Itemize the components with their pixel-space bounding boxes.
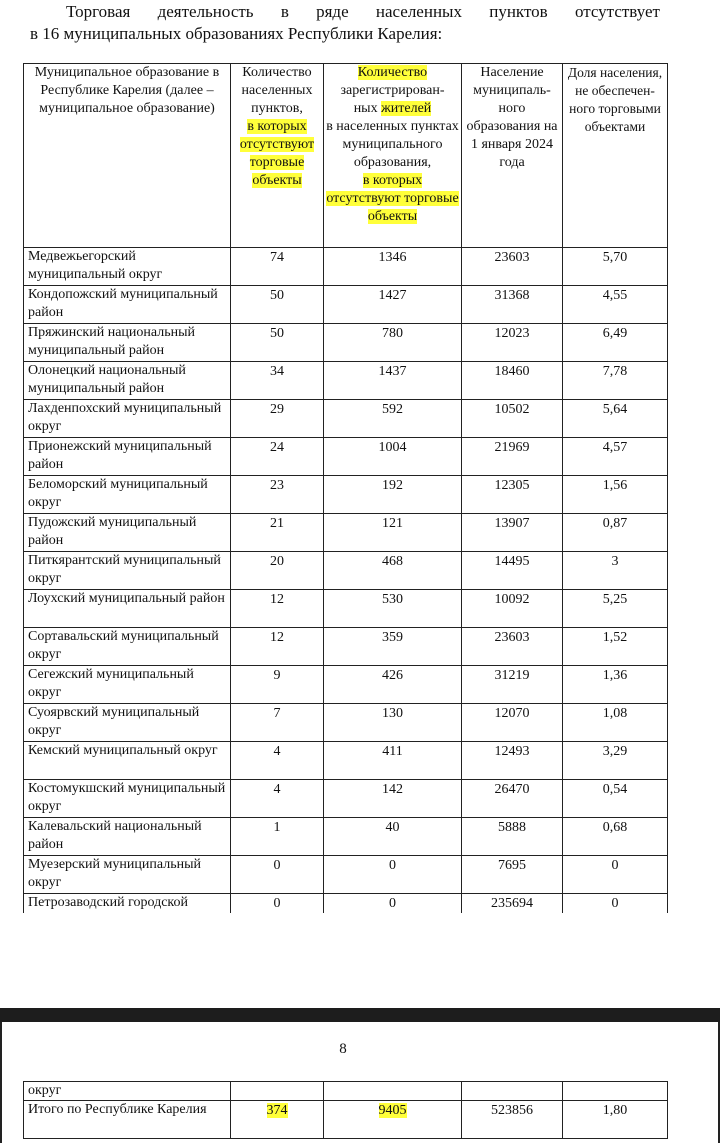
row-residents: 142: [324, 780, 462, 818]
row-name: Костомукшский муниципальный округ: [24, 780, 231, 818]
row-settlements: 29: [231, 400, 324, 438]
row-name: Кемский муниципальный округ: [24, 742, 231, 780]
row-name: Беломорский муниципальный округ: [24, 476, 231, 514]
table-row-last: [24, 894, 668, 914]
row-name: Суоярвский муниципальный округ: [24, 704, 231, 742]
page-separator-band: [0, 1008, 720, 1022]
row-residents: 1437: [324, 362, 462, 400]
row-settlements: 0: [231, 894, 324, 914]
row-share: 3,29: [563, 742, 668, 780]
row-share: 1,56: [563, 476, 668, 514]
row-share: 0: [563, 856, 668, 894]
table-row: [24, 742, 668, 780]
table-row: [24, 856, 668, 894]
row-settlements: 12: [231, 628, 324, 666]
row-residents: 1427: [324, 286, 462, 324]
table-row: [24, 248, 668, 286]
table-row: [24, 704, 668, 742]
row-population: 5888: [462, 818, 563, 856]
row-name: Калевальский национальный район: [24, 818, 231, 856]
header-share: Доля населения, не обеспечен-ного торговыми объектами: [563, 64, 668, 248]
row-residents: 0: [324, 856, 462, 894]
row-population: 12070: [462, 704, 563, 742]
table-row: [24, 628, 668, 666]
empty-cell: [231, 1082, 324, 1101]
row-residents: 0: [324, 894, 462, 914]
row-population: 12023: [462, 324, 563, 362]
row-name: Прионежский муниципальный район: [24, 438, 231, 476]
row-population: 18460: [462, 362, 563, 400]
row-settlements: 9: [231, 666, 324, 704]
trade-absence-table: [23, 63, 668, 913]
page-number: 8: [339, 1041, 347, 1057]
table-row: [24, 324, 668, 362]
table-header-row: [24, 64, 668, 248]
total-share: 1,80: [563, 1101, 668, 1139]
row-residents: 40: [324, 818, 462, 856]
row-population: 23603: [462, 628, 563, 666]
row-population: 14495: [462, 552, 563, 590]
row-population: 7695: [462, 856, 563, 894]
row-share: 5,64: [563, 400, 668, 438]
total-name: Итого по Республике Карелия: [24, 1101, 231, 1139]
row-name: Пряжинский национальный муниципальный район: [24, 324, 231, 362]
row-population: 235694: [462, 894, 563, 914]
row-residents: 530: [324, 590, 462, 628]
intro-line-2: в 16 муниципальных образованиях Республики Карелия:: [30, 24, 443, 43]
row-share: 0,68: [563, 818, 668, 856]
row-name: Лоухский муниципальный район: [24, 590, 231, 628]
row-name: Питкярантский муниципальный округ: [24, 552, 231, 590]
row-residents: 592: [324, 400, 462, 438]
table-row-total: [24, 1101, 668, 1139]
row-residents: 780: [324, 324, 462, 362]
row-settlements: 4: [231, 742, 324, 780]
intro-paragraph: [30, 1, 660, 45]
row-share: 1,36: [563, 666, 668, 704]
table-row: [24, 286, 668, 324]
row-settlements: 20: [231, 552, 324, 590]
row-residents: 468: [324, 552, 462, 590]
row-share: 5,25: [563, 590, 668, 628]
table-row: [24, 514, 668, 552]
total-population: 523856: [462, 1101, 563, 1139]
header-municipality: Муниципальное образование в Республике Карелия (далее – муниципальное образование): [24, 64, 231, 248]
row-settlements: 74: [231, 248, 324, 286]
total-settlements: 374: [231, 1101, 324, 1139]
row-name: Пудожский муниципальный район: [24, 514, 231, 552]
row-population: 12493: [462, 742, 563, 780]
row-residents: 359: [324, 628, 462, 666]
row-name: Сортавальский муниципальный округ: [24, 628, 231, 666]
row-settlements: 0: [231, 856, 324, 894]
table-row: [24, 818, 668, 856]
row-share: 1,52: [563, 628, 668, 666]
intro-line-1: Торговая деятельность в ряде населенных пунктов отсутствует: [66, 2, 660, 21]
table-row: [24, 780, 668, 818]
empty-cell: [324, 1082, 462, 1101]
table-row: [24, 476, 668, 514]
table-row-continuation: [24, 1082, 668, 1101]
row-residents: 1346: [324, 248, 462, 286]
row-settlements: 1: [231, 818, 324, 856]
row-population: 21969: [462, 438, 563, 476]
row-settlements: 7: [231, 704, 324, 742]
row-settlements: 34: [231, 362, 324, 400]
row-residents: 411: [324, 742, 462, 780]
table-row: [24, 552, 668, 590]
row-name: Медвежьегорский муниципальный округ: [24, 248, 231, 286]
row-population: 31219: [462, 666, 563, 704]
table-row: [24, 666, 668, 704]
row-name: Петрозаводский городской: [24, 894, 231, 914]
row-name: Муезерский муниципальный округ: [24, 856, 231, 894]
row-share: 0,54: [563, 780, 668, 818]
row-population: 10092: [462, 590, 563, 628]
total-residents: 9405: [324, 1101, 462, 1139]
row-population: 10502: [462, 400, 563, 438]
table-body: [24, 248, 668, 894]
empty-cell: [563, 1082, 668, 1101]
row-residents: 121: [324, 514, 462, 552]
row-name: округ: [24, 1082, 231, 1101]
row-name: Сегежский муниципальный округ: [24, 666, 231, 704]
header-population: Население муниципаль-ного образования на 1 января 2024 года: [462, 64, 563, 248]
row-settlements: 24: [231, 438, 324, 476]
row-residents: 1004: [324, 438, 462, 476]
row-settlements: 21: [231, 514, 324, 552]
row-population: 23603: [462, 248, 563, 286]
row-share: 4,57: [563, 438, 668, 476]
row-residents: 426: [324, 666, 462, 704]
table-row: [24, 362, 668, 400]
row-settlements: 12: [231, 590, 324, 628]
row-settlements: 50: [231, 324, 324, 362]
row-name: Олонецкий национальный муниципальный район: [24, 362, 231, 400]
row-share: 1,08: [563, 704, 668, 742]
row-share: 0,87: [563, 514, 668, 552]
row-settlements: 50: [231, 286, 324, 324]
row-share: 5,70: [563, 248, 668, 286]
row-residents: 192: [324, 476, 462, 514]
row-settlements: 23: [231, 476, 324, 514]
row-name: Кондопожский муниципальный район: [24, 286, 231, 324]
row-share: 4,55: [563, 286, 668, 324]
row-population: 26470: [462, 780, 563, 818]
table-row: [24, 590, 668, 628]
row-name: Лахденпохский муниципальный округ: [24, 400, 231, 438]
row-population: 12305: [462, 476, 563, 514]
header-settlements: Количество населенных пунктов, в которых отсутствуют торговые объекты: [231, 64, 324, 248]
header-residents: Количество зарегистрирован- ных жителей в населенных пунктах муниципального образования, в которых отсутствуют торговые объекты: [324, 64, 462, 248]
table-row: [24, 400, 668, 438]
empty-cell: [462, 1082, 563, 1101]
row-share: 3: [563, 552, 668, 590]
row-share: 0: [563, 894, 668, 914]
row-population: 13907: [462, 514, 563, 552]
row-share: 7,78: [563, 362, 668, 400]
table-row: [24, 438, 668, 476]
row-share: 6,49: [563, 324, 668, 362]
table-continuation: [23, 1081, 668, 1139]
row-population: 31368: [462, 286, 563, 324]
row-residents: 130: [324, 704, 462, 742]
row-settlements: 4: [231, 780, 324, 818]
